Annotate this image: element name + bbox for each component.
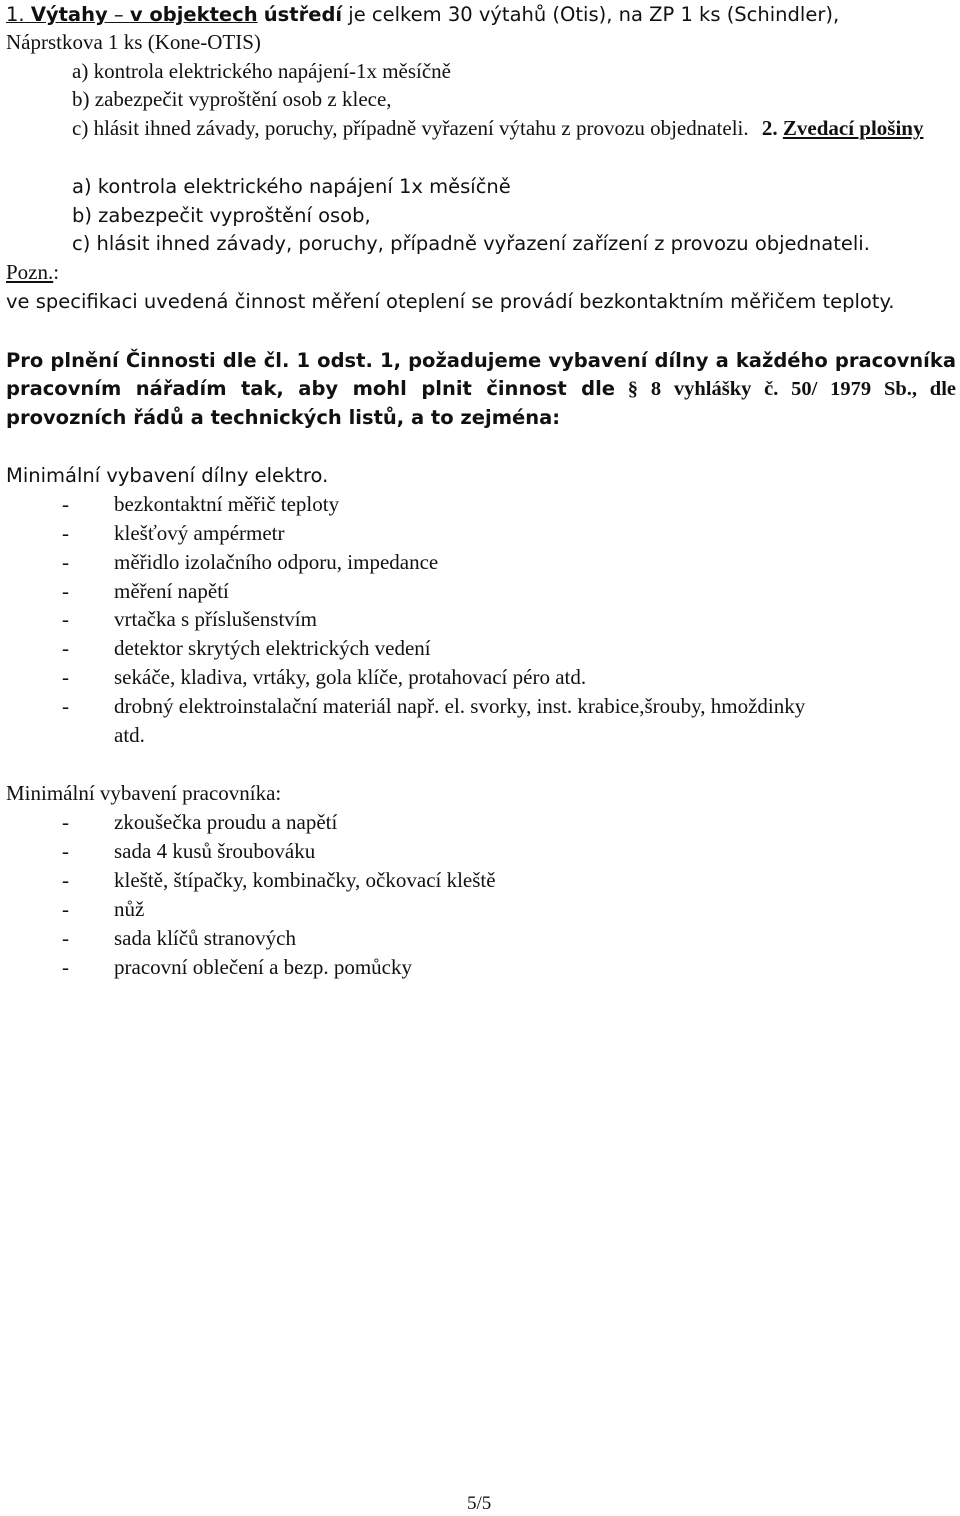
list-dash: -: [62, 636, 69, 660]
section1-line2: Náprstkova 1 ks (Kone-OTIS): [6, 30, 261, 54]
list-item-text: měřidlo izolačního odporu, impedance: [114, 550, 439, 574]
list-item-text: měření napětí: [114, 579, 229, 603]
section1-title-dash: –: [107, 3, 130, 26]
list-item-text: detektor skrytých elektrických vedení: [114, 636, 431, 660]
worker-item: [62, 866, 496, 895]
worker-item: [62, 895, 144, 924]
section1-heading-line: [6, 0, 839, 29]
requirement-line2-b: 8 vyhlášky č. 50/ 1979 Sb., dle: [650, 378, 956, 400]
note-text: ve specifikaci uvedená činnost měření oteplení se provádí bezkontaktním měřičem teploty.: [6, 290, 895, 313]
section1-title-part2: v objektech: [129, 3, 258, 26]
section1-item-c: [72, 114, 924, 143]
section1-bold-word: ústředí: [263, 3, 343, 26]
list-item-text: klešťový ampérmetr: [114, 521, 285, 545]
list-item-text: sada 4 kusů šroubováku: [114, 839, 316, 863]
workshop-item: [62, 634, 431, 663]
note-label-line: [6, 258, 59, 287]
section1-item-b: b) zabezpečit vyproštění osob z klece,: [72, 87, 392, 111]
note-label: Pozn.: [6, 260, 54, 284]
list-item-text: vrtačka s příslušenstvím: [114, 607, 317, 631]
workshop-item: [62, 663, 586, 692]
list-dash: -: [62, 665, 69, 689]
list-dash: -: [62, 955, 69, 979]
list-item-text: sekáče, kladiva, vrtáky, gola klíče, protahovací péro atd.: [114, 665, 587, 689]
requirement-line2-a: pracovním nářadím tak, aby mohl plnit činnost dle: [6, 377, 615, 400]
workshop-item: [62, 577, 229, 606]
list-dash: -: [62, 810, 69, 834]
list-dash: -: [62, 839, 69, 863]
list-item-text: nůž: [114, 897, 145, 921]
list-item-text: kleště, štípačky, kombinačky, očkovací kleště: [114, 868, 496, 892]
list-item-text: sada klíčů stranových: [114, 926, 296, 950]
section1-title-part1: Výtahy: [30, 3, 108, 26]
section2-item-a: a) kontrola elektrického napájení 1x měsíčně: [72, 175, 511, 198]
list-dash: -: [62, 492, 69, 516]
worker-item: [62, 924, 296, 953]
section2-number: 2.: [761, 116, 778, 140]
list-dash: -: [62, 694, 69, 718]
section2-item-b: b) zabezpečit vyproštění osob,: [72, 204, 371, 227]
list-dash: -: [62, 550, 69, 574]
worker-item: [62, 953, 412, 982]
list-dash: -: [62, 868, 69, 892]
worker-heading: Minimální vybavení pracovníka:: [6, 781, 282, 805]
requirement-line1: Pro plnění Činnosti dle čl. 1 odst. 1, požadujeme vybavení dílny a každého pracovníka: [6, 349, 956, 372]
list-item-text: zkoušečka proudu a napětí: [114, 810, 338, 834]
section1-item-a: a) kontrola elektrického napájení-1x měsíčně: [72, 59, 452, 83]
list-item-text: drobný elektroinstalační materiál např. el. svorky, inst. krabice,šrouby, hmoždinky: [114, 694, 806, 718]
note-label-suffix: :: [53, 260, 60, 284]
requirement-line3: provozních řádů a technických listů, a to zejména:: [6, 406, 561, 429]
list-dash: -: [62, 607, 69, 631]
section-symbol: §: [627, 378, 639, 400]
list-dash: -: [62, 897, 69, 921]
section2-title: Zvedací plošiny: [782, 116, 924, 140]
section2-item-c: c) hlásit ihned závady, poruchy, případně vyřazení zařízení z provozu objednateli.: [72, 232, 870, 255]
workshop-continuation: atd.: [114, 723, 145, 747]
workshop-heading: Minimální vybavení dílny elektro.: [6, 464, 329, 487]
workshop-item: [62, 519, 285, 548]
worker-item: [62, 808, 337, 837]
requirement-line2: [6, 374, 956, 404]
list-item-text: pracovní oblečení a bezp. pomůcky: [114, 955, 412, 979]
workshop-item: [62, 605, 317, 634]
workshop-item: [62, 548, 438, 577]
workshop-item: [62, 490, 339, 519]
section1-rest-line1: je celkem 30 výtahů (Otis), na ZP 1 ks (Schindler),: [342, 3, 840, 26]
section1-item-c-text: c) hlásit ihned závady, poruchy, případně vyřazení výtahu z provozu objednateli.: [72, 116, 749, 140]
list-item-text: bezkontaktní měřič teploty: [114, 492, 340, 516]
page-number: 5/5: [467, 1493, 492, 1514]
worker-item: [62, 837, 315, 866]
section1-number: 1.: [6, 3, 25, 26]
list-dash: -: [62, 926, 69, 950]
list-dash: -: [62, 579, 69, 603]
workshop-item: [62, 692, 805, 721]
list-dash: -: [62, 521, 69, 545]
